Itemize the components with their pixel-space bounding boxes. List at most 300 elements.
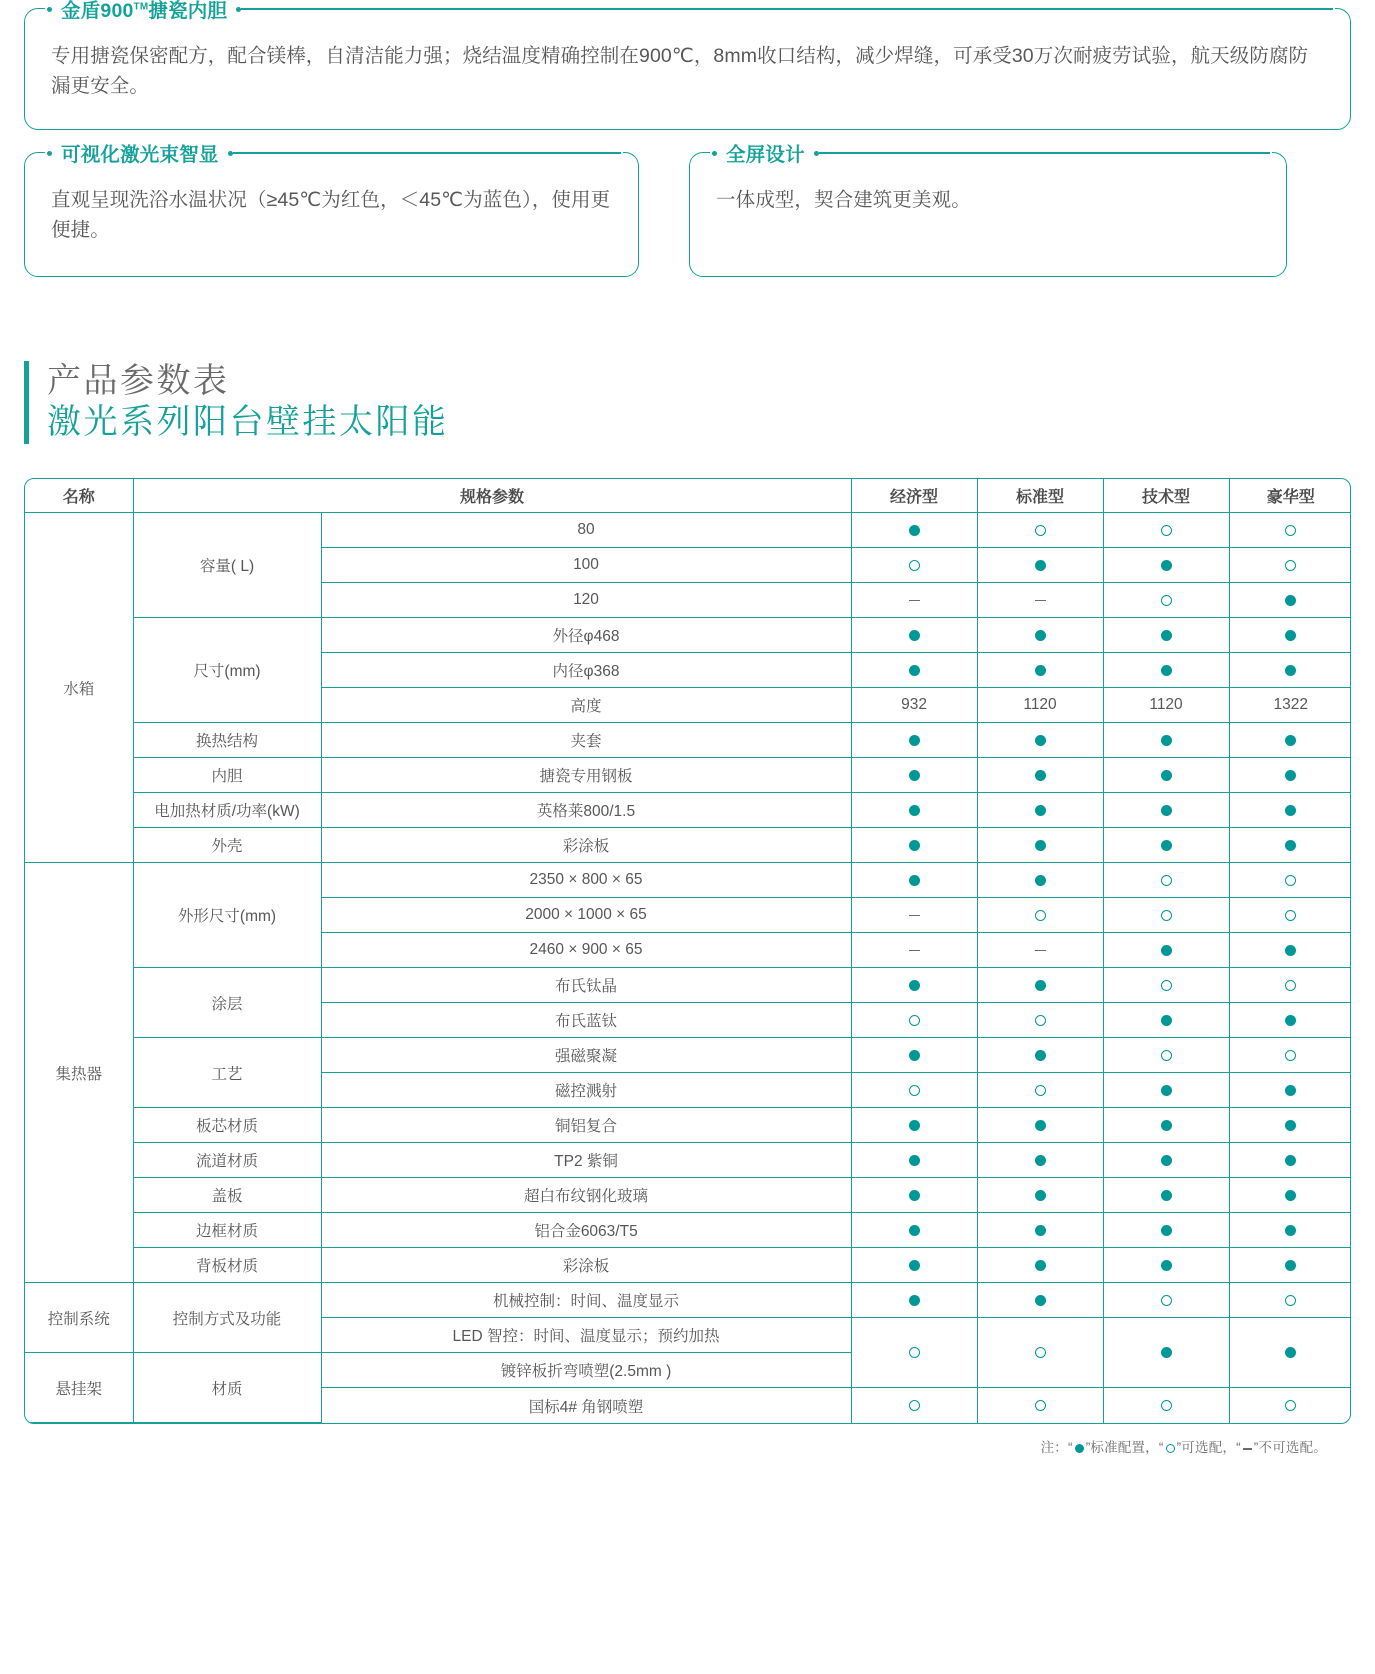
marker-cell-technical bbox=[1103, 1073, 1229, 1108]
marker-cell-economy bbox=[851, 1248, 977, 1283]
marker-cell-technical bbox=[1103, 1213, 1229, 1248]
spec-value-cell: 夹套 bbox=[321, 723, 851, 758]
filled-marker-icon bbox=[1161, 560, 1172, 571]
spec-value-cell: 搪瓷专用钢板 bbox=[321, 758, 851, 793]
filled-marker-icon bbox=[1161, 1085, 1172, 1096]
marker-cell-luxury bbox=[1229, 1318, 1351, 1388]
marker-cell-technical bbox=[1103, 618, 1229, 653]
feature-row-bottom bbox=[24, 130, 1351, 277]
feature-row-top bbox=[24, 0, 1351, 130]
feature-body-laser-display: 直观呈现洗浴水温状况（≥45℃为红色，＜45℃为蓝色），使用更便捷。 bbox=[51, 189, 611, 242]
table-footnote bbox=[24, 1436, 1327, 1456]
param-label-cell: 换热结构 bbox=[133, 723, 321, 758]
filled-marker-icon bbox=[1285, 1225, 1296, 1236]
header-model-standard: 标准型 bbox=[977, 479, 1103, 513]
spec-value-cell: 超白布纹钢化玻璃 bbox=[321, 1178, 851, 1213]
marker-cell-standard bbox=[977, 1108, 1103, 1143]
marker-cell-economy bbox=[851, 758, 977, 793]
open-marker-icon bbox=[1285, 1050, 1296, 1061]
filled-marker-icon bbox=[1035, 630, 1046, 641]
marker-cell-technical bbox=[1103, 1178, 1229, 1213]
marker-cell-economy bbox=[851, 513, 977, 548]
filled-marker-icon bbox=[909, 1260, 920, 1271]
filled-marker-icon bbox=[1035, 875, 1046, 886]
marker-cell-standard bbox=[977, 828, 1103, 863]
filled-marker-icon bbox=[909, 1050, 920, 1061]
param-label-cell: 尺寸(mm) bbox=[133, 618, 321, 723]
spec-table bbox=[25, 479, 1351, 1424]
marker-cell-standard bbox=[977, 1213, 1103, 1248]
table-row bbox=[25, 1248, 1351, 1283]
note-filled-label: ”标准配置，“ bbox=[1085, 1440, 1164, 1456]
table-row bbox=[25, 1143, 1351, 1178]
spec-table-wrap bbox=[24, 478, 1351, 1457]
spec-value-cell: 高度 bbox=[321, 688, 851, 723]
filled-marker-icon bbox=[1035, 665, 1046, 676]
param-label-cell: 盖板 bbox=[133, 1178, 321, 1213]
spec-value-cell: 磁控溅射 bbox=[321, 1073, 851, 1108]
marker-cell-standard bbox=[977, 968, 1103, 1003]
filled-marker-icon bbox=[1161, 665, 1172, 676]
open-marker-icon bbox=[1161, 910, 1172, 921]
marker-cell-luxury bbox=[1229, 1213, 1351, 1248]
param-label-cell: 容量( L) bbox=[133, 513, 321, 618]
marker-cell-technical bbox=[1103, 583, 1229, 618]
param-label-cell: 材质 bbox=[133, 1353, 321, 1423]
table-row bbox=[25, 1038, 1351, 1073]
marker-cell-standard bbox=[977, 583, 1103, 618]
open-marker-icon bbox=[1035, 1400, 1046, 1411]
filled-marker-icon bbox=[1285, 945, 1296, 956]
spec-value-cell: 布氏钛晶 bbox=[321, 968, 851, 1003]
marker-cell-luxury bbox=[1229, 548, 1351, 583]
legend-rule bbox=[233, 152, 621, 153]
filled-marker-icon bbox=[1285, 1347, 1296, 1358]
filled-marker-icon bbox=[1035, 1190, 1046, 1201]
filled-marker-icon bbox=[1285, 1155, 1296, 1166]
table-row bbox=[25, 1108, 1351, 1143]
param-label-cell: 内胆 bbox=[133, 758, 321, 793]
marker-cell-luxury bbox=[1229, 723, 1351, 758]
note-prefix: 注：“ bbox=[1040, 1440, 1073, 1456]
filled-marker-icon bbox=[1285, 665, 1296, 676]
marker-cell-economy bbox=[851, 1073, 977, 1108]
marker-cell-standard bbox=[977, 793, 1103, 828]
filled-marker-icon bbox=[1035, 1260, 1046, 1271]
marker-cell-technical bbox=[1103, 653, 1229, 688]
group-name-cell: 集热器 bbox=[25, 863, 133, 1283]
marker-cell-standard bbox=[977, 1318, 1103, 1388]
marker-cell-economy bbox=[851, 968, 977, 1003]
marker-cell-economy bbox=[851, 933, 977, 968]
marker-cell-technical bbox=[1103, 723, 1229, 758]
filled-marker-icon bbox=[1161, 1120, 1172, 1131]
marker-cell-standard bbox=[977, 1283, 1103, 1318]
marker-cell-technical bbox=[1103, 758, 1229, 793]
filled-marker-icon bbox=[1035, 1225, 1046, 1236]
param-label-cell: 背板材质 bbox=[133, 1248, 321, 1283]
open-marker-icon bbox=[1285, 910, 1296, 921]
filled-marker-icon bbox=[909, 770, 920, 781]
spec-value-cell: 铝合金6063/T5 bbox=[321, 1213, 851, 1248]
marker-cell-luxury bbox=[1229, 618, 1351, 653]
filled-marker-icon bbox=[909, 735, 920, 746]
marker-cell-luxury bbox=[1229, 1388, 1351, 1423]
marker-cell-economy bbox=[851, 1143, 977, 1178]
marker-cell-standard bbox=[977, 758, 1103, 793]
spec-value-cell: 100 bbox=[321, 548, 851, 583]
title-subtitle: 激光系列阳台壁挂太阳能 bbox=[47, 403, 449, 442]
marker-cell-standard bbox=[977, 618, 1103, 653]
spec-value-cell: 铜铝复合 bbox=[321, 1108, 851, 1143]
param-label-cell: 外壳 bbox=[133, 828, 321, 863]
marker-cell-standard bbox=[977, 653, 1103, 688]
open-marker-icon bbox=[1161, 595, 1172, 606]
filled-marker-icon bbox=[1161, 1015, 1172, 1026]
spec-table-head bbox=[25, 479, 1351, 513]
legend-rule bbox=[241, 8, 1333, 9]
marker-cell-technical bbox=[1103, 1108, 1229, 1143]
open-marker-icon bbox=[909, 1400, 920, 1411]
filled-marker-icon bbox=[1035, 1120, 1046, 1131]
filled-marker-icon bbox=[909, 840, 920, 851]
open-marker-icon bbox=[1161, 875, 1172, 886]
marker-cell-standard bbox=[977, 1073, 1103, 1108]
table-row bbox=[25, 968, 1351, 1003]
marker-cell-luxury bbox=[1229, 1003, 1351, 1038]
marker-cell-technical bbox=[1103, 898, 1229, 933]
filled-marker-icon bbox=[1035, 735, 1046, 746]
note-dash-label: ”不可选配。 bbox=[1253, 1440, 1327, 1456]
param-label-cell: 流道材质 bbox=[133, 1143, 321, 1178]
open-marker-icon bbox=[1161, 980, 1172, 991]
legend-rule bbox=[819, 152, 1270, 153]
filled-marker-icon bbox=[1161, 770, 1172, 781]
open-marker-icon bbox=[1285, 1400, 1296, 1411]
filled-marker-icon bbox=[909, 1190, 920, 1201]
open-marker-icon bbox=[1285, 875, 1296, 886]
filled-marker-icon bbox=[1161, 630, 1172, 641]
marker-cell-luxury bbox=[1229, 1248, 1351, 1283]
marker-cell-economy bbox=[851, 618, 977, 653]
open-marker-icon bbox=[909, 1015, 920, 1026]
table-row bbox=[25, 1283, 1351, 1318]
open-marker-icon bbox=[1035, 1085, 1046, 1096]
marker-cell-technical bbox=[1103, 1388, 1229, 1423]
open-marker-icon bbox=[1166, 1444, 1175, 1453]
filled-marker-icon bbox=[1035, 1295, 1046, 1306]
marker-cell-economy bbox=[851, 1318, 977, 1388]
marker-cell-economy bbox=[851, 1108, 977, 1143]
marker-cell-economy bbox=[851, 1178, 977, 1213]
filled-marker-icon bbox=[909, 1155, 920, 1166]
header-spec: 规格参数 bbox=[133, 479, 851, 513]
filled-marker-icon bbox=[1161, 1155, 1172, 1166]
marker-cell-economy: 932 bbox=[851, 688, 977, 723]
param-label-cell: 工艺 bbox=[133, 1038, 321, 1108]
title-main: 产品参数表 bbox=[47, 362, 230, 400]
marker-cell-luxury bbox=[1229, 968, 1351, 1003]
marker-cell-luxury bbox=[1229, 1073, 1351, 1108]
filled-marker-icon bbox=[909, 525, 920, 536]
open-marker-icon bbox=[1285, 525, 1296, 536]
marker-cell-luxury bbox=[1229, 1038, 1351, 1073]
param-label-cell: 板芯材质 bbox=[133, 1108, 321, 1143]
filled-marker-icon bbox=[1285, 1015, 1296, 1026]
dash-marker-icon bbox=[1035, 950, 1046, 951]
header-model-luxury: 豪华型 bbox=[1229, 479, 1351, 513]
table-row bbox=[25, 793, 1351, 828]
table-row bbox=[25, 618, 1351, 653]
marker-cell-technical bbox=[1103, 828, 1229, 863]
filled-marker-icon bbox=[909, 805, 920, 816]
marker-cell-economy bbox=[851, 1213, 977, 1248]
feature-legend-laser-display bbox=[45, 140, 623, 166]
open-marker-icon bbox=[1285, 1295, 1296, 1306]
marker-cell-standard bbox=[977, 548, 1103, 583]
marker-cell-luxury bbox=[1229, 828, 1351, 863]
marker-cell-technical bbox=[1103, 793, 1229, 828]
table-row bbox=[25, 758, 1351, 793]
open-marker-icon bbox=[1285, 560, 1296, 571]
filled-marker-icon bbox=[1285, 1260, 1296, 1271]
filled-marker-icon bbox=[1075, 1444, 1084, 1453]
spec-value-cell: 2350 × 800 × 65 bbox=[321, 863, 851, 898]
feature-box-fullscreen-design bbox=[689, 144, 1287, 277]
marker-cell-standard bbox=[977, 723, 1103, 758]
group-name-cell: 控制系统 bbox=[25, 1283, 133, 1353]
open-marker-icon bbox=[1161, 1295, 1172, 1306]
feature-body-fullscreen-design: 一体成型，契合建筑更美观。 bbox=[716, 189, 971, 211]
filled-marker-icon bbox=[909, 875, 920, 886]
feature-title-laser-display: 可视化激光束智显 bbox=[61, 144, 219, 166]
filled-marker-icon bbox=[909, 1295, 920, 1306]
marker-cell-luxury bbox=[1229, 758, 1351, 793]
filled-marker-icon bbox=[1161, 1225, 1172, 1236]
dash-marker-icon bbox=[909, 915, 920, 916]
param-label-cell: 边框材质 bbox=[133, 1213, 321, 1248]
marker-cell-technical bbox=[1103, 933, 1229, 968]
feature-title-enamel-liner: 金盾900™搪瓷内胆 bbox=[61, 0, 228, 22]
open-marker-icon bbox=[1161, 525, 1172, 536]
marker-cell-economy bbox=[851, 1283, 977, 1318]
table-row bbox=[25, 513, 1351, 548]
marker-cell-luxury bbox=[1229, 653, 1351, 688]
spec-value-cell: TP2 紫铜 bbox=[321, 1143, 851, 1178]
filled-marker-icon bbox=[1285, 1085, 1296, 1096]
features-section bbox=[0, 0, 1375, 277]
marker-cell-economy bbox=[851, 723, 977, 758]
group-name-cell: 水箱 bbox=[25, 513, 133, 863]
filled-marker-icon bbox=[1161, 1347, 1172, 1358]
open-marker-icon bbox=[1161, 1400, 1172, 1411]
marker-cell-economy bbox=[851, 1003, 977, 1038]
marker-cell-economy bbox=[851, 898, 977, 933]
marker-cell-technical bbox=[1103, 1143, 1229, 1178]
marker-cell-standard bbox=[977, 1388, 1103, 1423]
filled-marker-icon bbox=[1035, 1155, 1046, 1166]
marker-cell-technical bbox=[1103, 1318, 1229, 1388]
title-accent-bar bbox=[24, 361, 29, 444]
marker-cell-luxury bbox=[1229, 1178, 1351, 1213]
filled-marker-icon bbox=[1161, 1260, 1172, 1271]
spec-value-cell: 英格莱800/1.5 bbox=[321, 793, 851, 828]
param-label-cell: 外形尺寸(mm) bbox=[133, 863, 321, 968]
open-marker-icon bbox=[909, 560, 920, 571]
filled-marker-icon bbox=[1161, 735, 1172, 746]
marker-cell-luxury bbox=[1229, 793, 1351, 828]
filled-marker-icon bbox=[1285, 595, 1296, 606]
open-marker-icon bbox=[1161, 1050, 1172, 1061]
feature-box-laser-display bbox=[24, 144, 639, 277]
open-marker-icon bbox=[1035, 1015, 1046, 1026]
marker-cell-technical: 1120 bbox=[1103, 688, 1229, 723]
filled-marker-icon bbox=[1161, 840, 1172, 851]
marker-cell-luxury: 1322 bbox=[1229, 688, 1351, 723]
open-marker-icon bbox=[1035, 910, 1046, 921]
marker-cell-economy bbox=[851, 583, 977, 618]
filled-marker-icon bbox=[1035, 840, 1046, 851]
filled-marker-icon bbox=[1035, 1050, 1046, 1061]
dash-marker-icon bbox=[1243, 1448, 1252, 1449]
marker-cell-economy bbox=[851, 863, 977, 898]
filled-marker-icon bbox=[1035, 980, 1046, 991]
marker-cell-luxury bbox=[1229, 933, 1351, 968]
spec-value-cell: 120 bbox=[321, 583, 851, 618]
spec-value-cell: 2460 × 900 × 65 bbox=[321, 933, 851, 968]
open-marker-icon bbox=[1285, 980, 1296, 991]
table-row bbox=[25, 1178, 1351, 1213]
feature-body-enamel-liner: 专用搪瓷保密配方，配合镁棒，自清洁能力强；烧结温度精确控制在900℃，8mm收口结构，减少焊缝，可承受30万次耐疲劳试验，航天级防腐防漏更安全。 bbox=[51, 45, 1309, 98]
marker-cell-standard bbox=[977, 863, 1103, 898]
table-row bbox=[25, 863, 1351, 898]
filled-marker-icon bbox=[1285, 1120, 1296, 1131]
marker-cell-technical bbox=[1103, 1248, 1229, 1283]
filled-marker-icon bbox=[909, 665, 920, 676]
open-marker-icon bbox=[909, 1085, 920, 1096]
header-model-economy: 经济型 bbox=[851, 479, 977, 513]
spec-value-cell: 2000 × 1000 × 65 bbox=[321, 898, 851, 933]
feature-legend-enamel-liner bbox=[45, 0, 1335, 22]
header-name: 名称 bbox=[25, 479, 133, 513]
spec-value-cell: 镀锌板折弯喷塑(2.5mm ) bbox=[321, 1353, 851, 1388]
marker-cell-technical bbox=[1103, 863, 1229, 898]
filled-marker-icon bbox=[909, 630, 920, 641]
spec-value-cell: 布氏蓝钛 bbox=[321, 1003, 851, 1038]
title-lines bbox=[47, 361, 449, 444]
marker-cell-standard bbox=[977, 513, 1103, 548]
marker-cell-technical bbox=[1103, 548, 1229, 583]
spec-table-body bbox=[25, 513, 1351, 1423]
marker-cell-luxury bbox=[1229, 583, 1351, 618]
filled-marker-icon bbox=[909, 1225, 920, 1236]
table-header-row bbox=[25, 479, 1351, 513]
spec-value-cell: 彩涂板 bbox=[321, 1248, 851, 1283]
marker-cell-standard bbox=[977, 1038, 1103, 1073]
group-name-cell: 悬挂架 bbox=[25, 1353, 133, 1423]
marker-cell-standard bbox=[977, 1248, 1103, 1283]
marker-cell-standard bbox=[977, 1143, 1103, 1178]
param-label-cell: 涂层 bbox=[133, 968, 321, 1038]
marker-cell-standard bbox=[977, 1178, 1103, 1213]
marker-cell-technical bbox=[1103, 513, 1229, 548]
spec-value-cell: 机械控制：时间、温度显示 bbox=[321, 1283, 851, 1318]
filled-marker-icon bbox=[1285, 630, 1296, 641]
marker-cell-standard: 1120 bbox=[977, 688, 1103, 723]
marker-cell-standard bbox=[977, 1003, 1103, 1038]
spec-value-cell: 80 bbox=[321, 513, 851, 548]
marker-cell-economy bbox=[851, 828, 977, 863]
marker-cell-luxury bbox=[1229, 898, 1351, 933]
marker-cell-technical bbox=[1103, 1003, 1229, 1038]
filled-marker-icon bbox=[1285, 1190, 1296, 1201]
spec-table-border bbox=[24, 478, 1351, 1425]
filled-marker-icon bbox=[909, 980, 920, 991]
marker-cell-economy bbox=[851, 1388, 977, 1423]
feature-legend-fullscreen-design bbox=[710, 140, 1272, 166]
param-label-cell: 电加热材质/功率(kW) bbox=[133, 793, 321, 828]
marker-cell-economy bbox=[851, 1038, 977, 1073]
filled-marker-icon bbox=[1285, 735, 1296, 746]
param-label-cell: 控制方式及功能 bbox=[133, 1283, 321, 1353]
spec-value-cell: LED 智控：时间、温度显示；预约加热 bbox=[321, 1318, 851, 1353]
note-open-label: ”可选配，“ bbox=[1176, 1440, 1241, 1456]
spec-value-cell: 内径φ368 bbox=[321, 653, 851, 688]
spec-value-cell: 国标4# 角钢喷塑 bbox=[321, 1388, 851, 1423]
open-marker-icon bbox=[1035, 525, 1046, 536]
table-row bbox=[25, 723, 1351, 758]
table-row bbox=[25, 1213, 1351, 1248]
filled-marker-icon bbox=[1161, 1190, 1172, 1201]
filled-marker-icon bbox=[1285, 840, 1296, 851]
header-model-technical: 技术型 bbox=[1103, 479, 1229, 513]
open-marker-icon bbox=[1035, 1347, 1046, 1358]
spec-value-cell: 外径φ468 bbox=[321, 618, 851, 653]
marker-cell-luxury bbox=[1229, 1143, 1351, 1178]
marker-cell-technical bbox=[1103, 1283, 1229, 1318]
feature-box-enamel-liner bbox=[24, 0, 1351, 130]
filled-marker-icon bbox=[1285, 770, 1296, 781]
marker-cell-standard bbox=[977, 933, 1103, 968]
filled-marker-icon bbox=[1035, 560, 1046, 571]
marker-cell-luxury bbox=[1229, 513, 1351, 548]
feature-title-fullscreen-design: 全屏设计 bbox=[726, 144, 805, 166]
marker-cell-economy bbox=[851, 653, 977, 688]
filled-marker-icon bbox=[1035, 805, 1046, 816]
dash-marker-icon bbox=[909, 600, 920, 601]
open-marker-icon bbox=[909, 1347, 920, 1358]
filled-marker-icon bbox=[1035, 770, 1046, 781]
marker-cell-luxury bbox=[1229, 1283, 1351, 1318]
page-title bbox=[24, 361, 1375, 444]
marker-cell-economy bbox=[851, 793, 977, 828]
dash-marker-icon bbox=[1035, 600, 1046, 601]
filled-marker-icon bbox=[1161, 945, 1172, 956]
marker-cell-technical bbox=[1103, 1038, 1229, 1073]
filled-marker-icon bbox=[909, 1120, 920, 1131]
filled-marker-icon bbox=[1285, 805, 1296, 816]
marker-cell-luxury bbox=[1229, 863, 1351, 898]
dash-marker-icon bbox=[909, 950, 920, 951]
filled-marker-icon bbox=[1161, 805, 1172, 816]
spec-value-cell: 彩涂板 bbox=[321, 828, 851, 863]
marker-cell-technical bbox=[1103, 968, 1229, 1003]
spec-value-cell: 强磁聚凝 bbox=[321, 1038, 851, 1073]
marker-cell-standard bbox=[977, 898, 1103, 933]
marker-cell-luxury bbox=[1229, 1108, 1351, 1143]
marker-cell-economy bbox=[851, 548, 977, 583]
table-row bbox=[25, 828, 1351, 863]
